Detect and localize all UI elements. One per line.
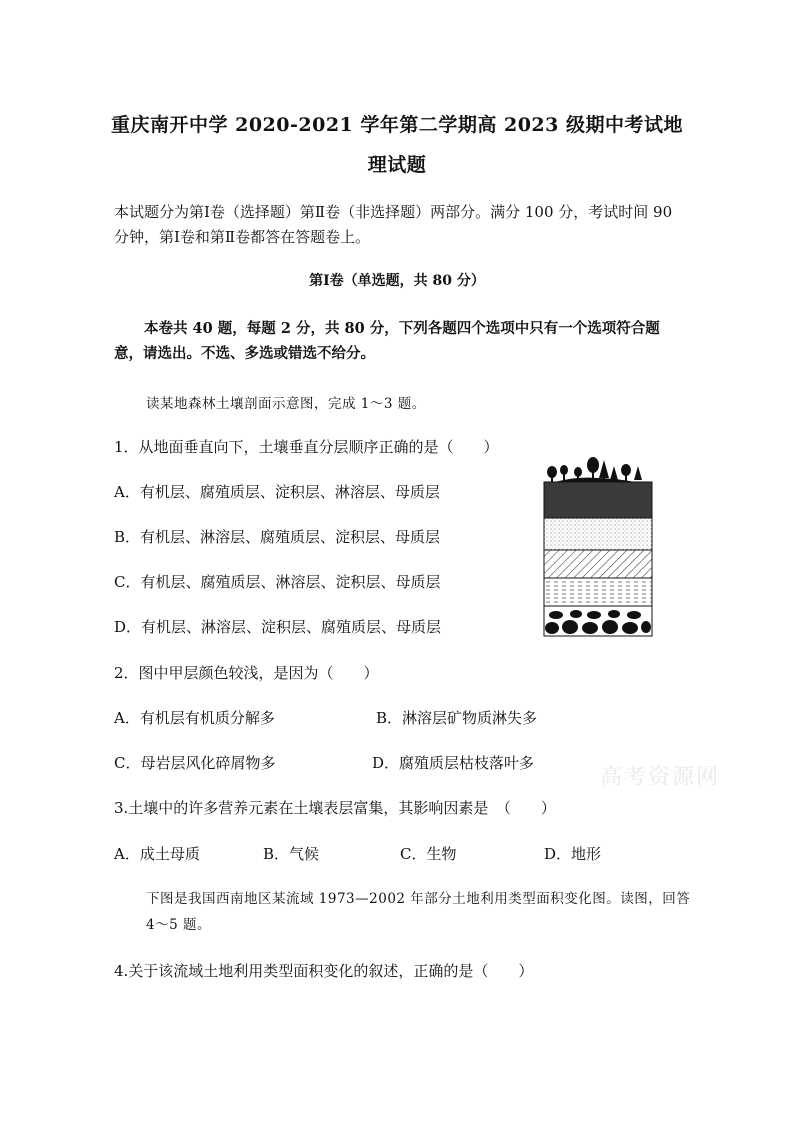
question-2-stem: 2．图中甲层颜色较浅，是因为（ ） xyxy=(114,664,379,682)
question-3-option-b: B．气候 xyxy=(263,845,320,863)
question-2-option-b: B．淋溶层矿物质淋失多 xyxy=(376,709,538,727)
question-3-option-c: C．生物 xyxy=(400,845,457,863)
soil-profile-figure xyxy=(538,452,658,638)
question-1-stem: 1．从地面垂直向下，土壤垂直分层顺序正确的是（ ） xyxy=(114,438,499,456)
question-4-stem: 4.关于该流域土地利用类型面积变化的叙述，正确的是（ ） xyxy=(114,962,534,980)
section-heading: 第Ⅰ卷（单选题，共 80 分） xyxy=(309,273,485,289)
question-1-option-a: A．有机层、腐殖质层、淀积层、淋溶层、母质层 xyxy=(114,483,440,501)
exam-title-line2: 理试题 xyxy=(367,154,427,176)
exam-intro: 本试题分为第Ⅰ卷（选择题）第Ⅱ卷（非选择题）两部分。满分 100 分，考试时间 90 分钟，第Ⅰ卷和第Ⅱ卷都答在答题卷上。 xyxy=(114,203,673,246)
question-1-option-c: C．有机层、腐殖质层、淋溶层、淀积层、母质层 xyxy=(114,573,441,591)
reading-prompt-1: 读某地森林土壤剖面示意图，完成 1～3 题。 xyxy=(146,396,426,412)
question-3-stem: 3.土壤中的许多营养元素在土壤表层富集，其影响因素是 （ ） xyxy=(114,799,556,817)
question-3-option-a: A．成土母质 xyxy=(114,845,200,863)
watermark: 高考资源网 xyxy=(600,765,721,790)
question-2-option-c: C．母岩层风化碎屑物多 xyxy=(114,754,276,772)
question-2-option-d: D．腐殖质层枯枝落叶多 xyxy=(372,754,535,772)
section-instructions: 本卷共 40 题，每题 2 分，共 80 分，下列各题四个选项中只有一个选项符合题意，请选出。不选、多选或错选不给分。 xyxy=(114,320,660,362)
question-1-option-d: D．有机层、淋溶层、淀积层、腐殖质层、母质层 xyxy=(114,618,442,636)
exam-title-line1: 重庆南开中学 2020-2021 学年第二学期高 2023 级期中考试地 xyxy=(111,114,683,136)
question-3-option-d: D．地形 xyxy=(544,845,602,863)
question-2-option-a: A．有机层有机质分解多 xyxy=(114,709,275,727)
reading-prompt-2: 下图是我国西南地区某流域 1973—2002 年部分土地利用类型面积变化图。读图，回答 4～5 题。 xyxy=(146,891,691,933)
question-1-option-b: B．有机层、淋溶层、腐殖质层、淀积层、母质层 xyxy=(114,528,441,546)
